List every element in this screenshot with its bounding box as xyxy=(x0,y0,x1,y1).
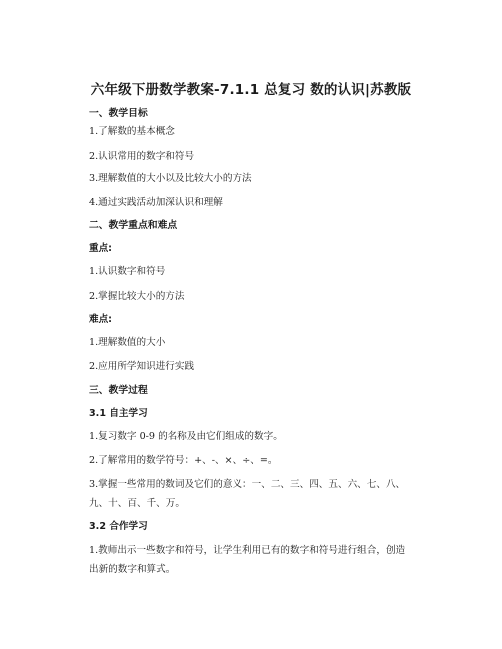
subsection-heading-cooperative: 3.2 合作学习 xyxy=(89,521,148,532)
list-item: 2.认识常用的数字和符号 xyxy=(89,151,195,162)
difficulties-label: 难点: xyxy=(89,314,113,325)
list-item: 2.掌握比较大小的方法 xyxy=(89,291,185,302)
subsection-heading-self-study: 3.1 自主学习 xyxy=(89,408,148,419)
list-item: 3.理解数值的大小以及比较大小的方法 xyxy=(89,173,252,184)
list-item: 2.应用所学知识进行实践 xyxy=(89,361,195,372)
list-item: 1.理解数值的大小 xyxy=(89,337,166,348)
list-item: 1.复习数字 0-9 的名称及由它们组成的数字。 xyxy=(89,431,283,442)
list-item: 1.认识数字和符号 xyxy=(89,266,166,277)
list-item: 2.了解常用的数学符号：+、-、×、÷、=。 xyxy=(89,455,278,466)
section-heading-process: 三、教学过程 xyxy=(89,385,148,396)
list-item: 1.了解数的基本概念 xyxy=(89,126,175,137)
key-points-label: 重点: xyxy=(89,243,113,254)
section-heading-key-points: 二、教学重点和难点 xyxy=(89,220,178,231)
document-title: 六年级下册数学教案-7.1.1 总复习 数的认识|苏教版 xyxy=(90,82,412,98)
list-item: 1.教师出示一些数字和符号，让学生利用已有的数字和符号进行组合，创造出新的数字和算式。 xyxy=(89,545,406,575)
section-heading-objectives: 一、教学目标 xyxy=(89,108,148,119)
list-item: 3.掌握一些常用的数词及它们的意义：一、二、三、四、五、六、七、八、九、十、百、千、万。 xyxy=(89,479,406,509)
list-item: 4.通过实践活动加深认识和理解 xyxy=(89,197,223,208)
